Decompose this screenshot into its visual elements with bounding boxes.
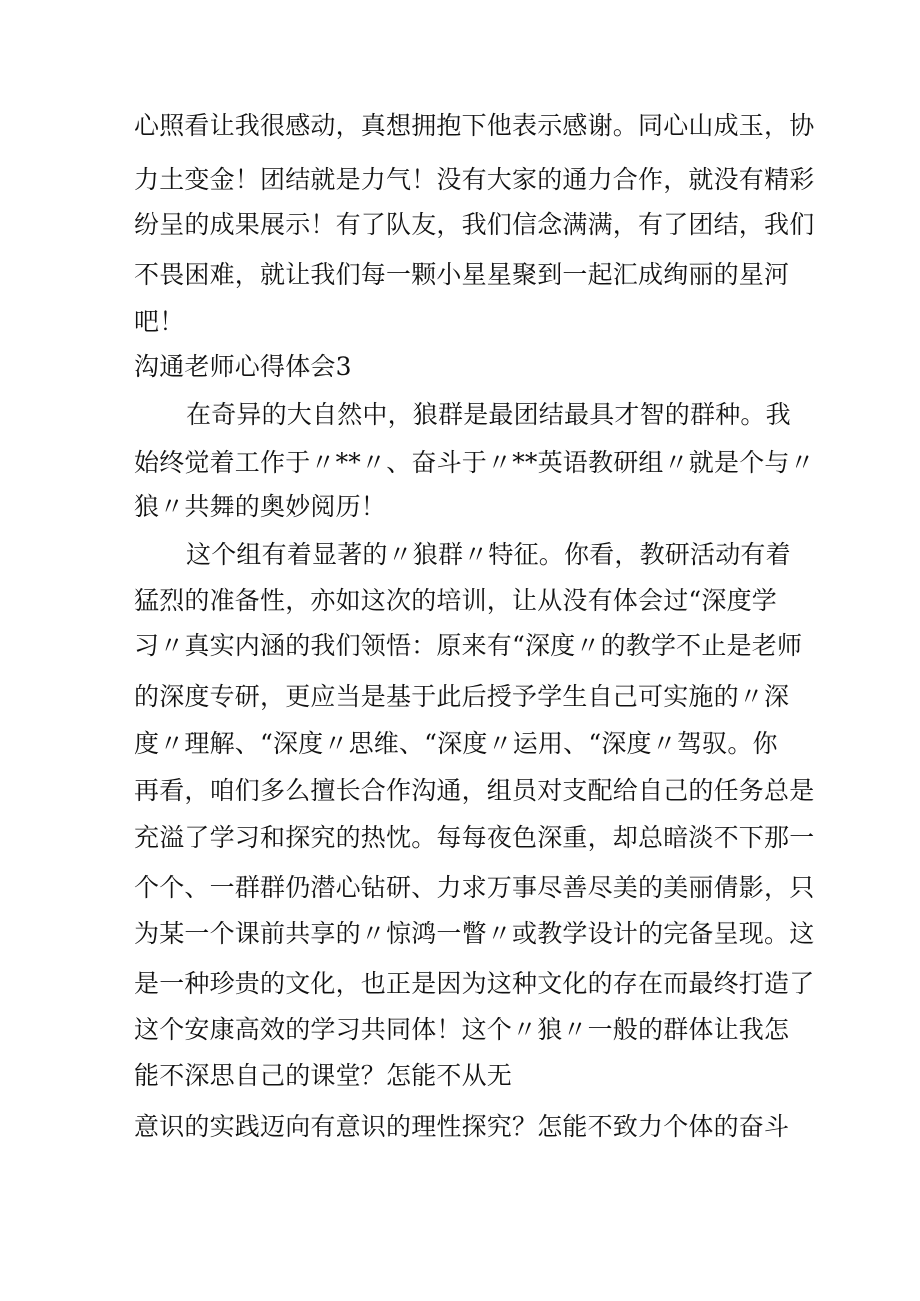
text-line: 个个、一群群仍潜心钻研、力求万事尽善尽美的美丽倩影，只	[134, 873, 815, 902]
text-line: 是一种珍贵的文化，也正是因为这种文化的存在而最终打造了	[134, 969, 815, 998]
text-line: 度〃理解、“深度〃思维、“深度〃运用、“深度〃驾驭。你	[134, 729, 778, 758]
text-line: 不畏困难，就让我们每一颗小星星聚到一起汇成绚丽的星河	[134, 260, 790, 289]
text-line: 在奇异的大自然中，狼群是最团结最具才智的群种。我	[186, 400, 791, 429]
text-line: 吧！	[134, 307, 185, 336]
text-line: 为某一个课前共享的〃惊鸿一瞥〃或教学设计的完备呈现。这	[134, 919, 815, 948]
text-line: 能不深思自己的课堂？怎能不从无	[134, 1061, 513, 1090]
text-line: 这个安康高效的学习共同体！这个〃狼〃一般的群体让我怎	[134, 1015, 790, 1044]
text-line: 的深度专研，更应当是基于此后授予学生自己可实施的〃深	[134, 682, 790, 711]
text-line: 意识的实践迈向有意识的理性探究？怎能不致力个体的奋斗	[134, 1112, 790, 1141]
text-line: 再看，咱们多么擅长合作沟通，组员对支配给自己的任务总是	[134, 776, 815, 805]
text-line: 狼〃共舞的奥妙阅历！	[134, 492, 387, 521]
text-line: 心照看让我很感动，真想拥抱下他表示感谢。同心山成玉，协	[134, 111, 815, 140]
text-line: 力土变金！团结就是力气！没有大家的通力合作，就没有精彩	[134, 165, 815, 194]
text-line: 纷呈的成果展示！有了队友，我们信念满满，有了团结，我们	[134, 210, 815, 239]
text-line: 习〃真实内涵的我们领悟：原来有“深度〃的教学不止是老师	[134, 631, 803, 660]
text-line: 这个组有着显著的〃狼群〃特征。你看，教研活动有着	[186, 540, 791, 569]
text-line: 充溢了学习和探究的热忱。每每夜色深重，却总暗淡不下那一	[134, 823, 815, 852]
section-heading: 沟通老师心得体会3	[134, 352, 352, 381]
text-line: 始终觉着工作于〃**〃、奋斗于〃**英语教研组〃就是个与〃	[134, 448, 815, 477]
text-line: 猛烈的准备性，亦如这次的培训，让从没有体会过“深度学	[134, 586, 777, 615]
